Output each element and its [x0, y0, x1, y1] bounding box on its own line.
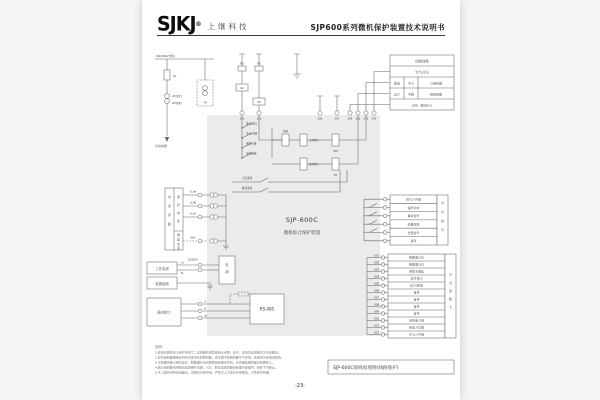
di-row: 远方/就地	[409, 283, 424, 288]
protect-current-label: 保护电流	[176, 195, 181, 223]
company-logo: SJKJ®	[157, 12, 201, 36]
di-terminal: 605	[374, 282, 379, 286]
fuse-symbol	[255, 66, 263, 71]
contact-label: 遥合/遥分	[246, 122, 258, 126]
ct-phase-b: 1LHb	[189, 201, 197, 205]
pt-label: YH	[203, 101, 207, 105]
cell-close-coil: 合闸线圈	[429, 81, 443, 86]
power-section	[147, 256, 235, 289]
di-row: 信号复归	[410, 276, 423, 281]
control-circuit	[236, 54, 390, 111]
pt-symbol	[203, 86, 208, 91]
di-terminal: 602	[374, 261, 379, 265]
ct-measure-label: LH(测量)	[172, 102, 182, 105]
cell-trip-coil: 跳闸线圈	[429, 92, 443, 97]
di-terminal: 606	[374, 289, 379, 293]
trip-monitor-label: 跳位监视	[242, 187, 253, 190]
di-row: 备用	[413, 311, 420, 316]
ct-phase-c: 1LHc	[190, 212, 196, 216]
signal-row: 事故信号	[407, 214, 420, 219]
breaker-symbol	[164, 70, 170, 80]
document-title: SJP600系列微机保护装置技术说明书	[310, 23, 445, 32]
digital-input-table	[367, 254, 456, 338]
close-monitor-label: 合位监视	[242, 177, 253, 180]
comm-wire-a: A	[204, 300, 207, 304]
di-row: 断路器分位	[408, 262, 425, 267]
signal-row: 备用	[410, 239, 417, 244]
brand-block	[157, 12, 250, 36]
wire-plus-label: L+	[181, 261, 185, 265]
di-terminal: 601	[374, 254, 379, 258]
di-terminal: 603	[374, 268, 379, 272]
brand-name: 上继科技	[207, 22, 250, 31]
terminal-number: 133	[355, 117, 361, 121]
signal-row: 装置故障	[407, 222, 420, 227]
contact-label: 保护合闸	[246, 142, 257, 146]
terminal-number: 101	[239, 117, 245, 121]
note-line: 4.跳合闸回路采用强电直流操作电源，合位、跳位监视回路由装置内部提供，极性不可接反。	[155, 365, 278, 370]
rs485-label: RS-485	[259, 306, 275, 312]
di-row: 闭锁重合闸	[408, 318, 425, 323]
current-circuit-label: 电流回路	[167, 195, 172, 226]
terminal-number: 103	[256, 117, 262, 121]
figure-caption	[328, 360, 454, 374]
ct-symbol	[165, 99, 170, 104]
control-switch-label: KK	[240, 87, 244, 90]
central-signal-label: 中央信号	[440, 201, 445, 232]
working-power-label: 工作电源	[155, 266, 169, 271]
di-terminal: 608	[374, 303, 379, 307]
trip-coil	[332, 158, 339, 170]
terminal-number: 107	[334, 117, 340, 121]
antipump-label: 防跳	[283, 130, 288, 133]
signal-row: 告警信号	[407, 230, 420, 235]
cable-label: 出线电缆	[155, 144, 168, 148]
terminal-number: 135	[363, 117, 369, 121]
note-line: 1.此接线图是综合保护屏电气二次回路的典型接线示意图，其中，虚线及虚线框内为可选配线。	[155, 350, 281, 355]
signal-row: 信号公共端	[405, 197, 422, 202]
control-switch-label: KK	[257, 101, 261, 104]
bus-label: 10kV(6kV)母线	[156, 55, 175, 58]
breaker-label: DL	[173, 75, 177, 78]
ct-symbol	[165, 94, 170, 99]
note-line: 5.开入量均采用弱电触点，由微机内部供电，严禁引入交流及外部强电，以免损坏装置。	[155, 370, 272, 375]
di-row: 开入公共端	[408, 332, 425, 337]
note-line: 2.如实际断路器操动机构内部带有防跳回路，则本图中防跳回路可不使用，按现场实际情况接线。	[155, 355, 284, 360]
fuse-symbol	[238, 66, 246, 71]
antipump-relay	[282, 134, 289, 146]
contact-label: 手合/手跳	[246, 132, 258, 136]
di-terminal: 610	[374, 317, 379, 321]
close-hold-label: 合闸保持	[309, 139, 319, 142]
device-model: SJP-600C	[285, 216, 319, 224]
page-header	[157, 9, 445, 36]
close-coil-label: KM	[333, 150, 338, 153]
di-row: 备用	[413, 290, 420, 295]
close-coil	[332, 134, 339, 146]
di-row: 弹簧未储能	[408, 269, 425, 274]
fuse-label: RD	[257, 62, 261, 66]
cell-local: 就地	[393, 81, 401, 86]
device-ground-label: 装置接地	[155, 281, 169, 286]
control-table-r1: 控制回路	[415, 59, 429, 64]
cell-remote: 远方	[393, 92, 401, 97]
voltage-label: DC220V	[188, 258, 198, 262]
notes-title: 说明:	[155, 345, 163, 349]
caption-text: SJP-600C接线原理图(线路保护)	[333, 366, 399, 372]
page-number: -23-	[295, 383, 305, 389]
note-line: 3.本装置带重合闸功能时，断路器应选用弹簧储能操动机构，并将储能辅助触点按图接入。	[155, 360, 275, 365]
fuse-label: RD	[240, 62, 244, 66]
control-table	[390, 55, 454, 110]
comm-port-label: 通讯接口	[157, 310, 171, 315]
cell-manual-close: 手合	[407, 81, 415, 86]
di-terminal: 607	[374, 296, 379, 300]
device-name: 微机综合保护装置	[283, 231, 321, 236]
ct-zero-seq: 0LH	[190, 236, 196, 240]
registered-mark: ®	[195, 20, 201, 29]
di-terminal: 611	[374, 324, 379, 328]
digital-input-label: 开关量输入	[448, 273, 453, 309]
di-row: 备用	[413, 297, 420, 302]
terminal-number: 109	[347, 117, 353, 121]
measure-current-label: 测量电流	[176, 233, 181, 251]
control-table-r2: 空气开关	[415, 70, 429, 75]
manual-page	[142, 0, 460, 400]
signal-row: 保护动作	[407, 205, 420, 210]
trip-hold-relay	[300, 158, 307, 170]
di-row: 备用	[413, 304, 420, 309]
close-hold-relay	[300, 134, 307, 146]
power-module-label: 电源	[225, 263, 229, 274]
notes-block	[155, 344, 284, 375]
pt-symbol	[203, 91, 208, 96]
di-terminal: 612	[374, 331, 379, 335]
ct-phase-a: 1LHa	[189, 190, 197, 194]
comm-wire-g: 地	[204, 314, 207, 318]
control-table-r5: 合闸、跳闸出口	[411, 103, 433, 108]
wiring-diagram	[142, 46, 460, 400]
ct-protect-label: LH(保护)	[172, 95, 182, 98]
trip-hold-label: 跳闸保持	[309, 163, 319, 166]
wire-minus-label: N-	[181, 272, 184, 276]
terminal-number: 137	[371, 117, 377, 121]
incoming-line-diagram	[155, 54, 214, 148]
cell-manual-trip: 手跳	[407, 92, 415, 97]
di-row: 断路器合位	[408, 255, 425, 260]
terminal-number: 105	[317, 117, 323, 121]
contact-label: 保护跳闸	[246, 152, 257, 156]
device-panel-background	[204, 115, 380, 336]
comm-wire-b: B	[204, 307, 207, 311]
di-row: 接地刀位置	[408, 325, 425, 330]
trip-coil-label: TQ	[333, 174, 338, 177]
di-terminal: 604	[374, 275, 379, 279]
di-terminal: 609	[374, 310, 379, 314]
